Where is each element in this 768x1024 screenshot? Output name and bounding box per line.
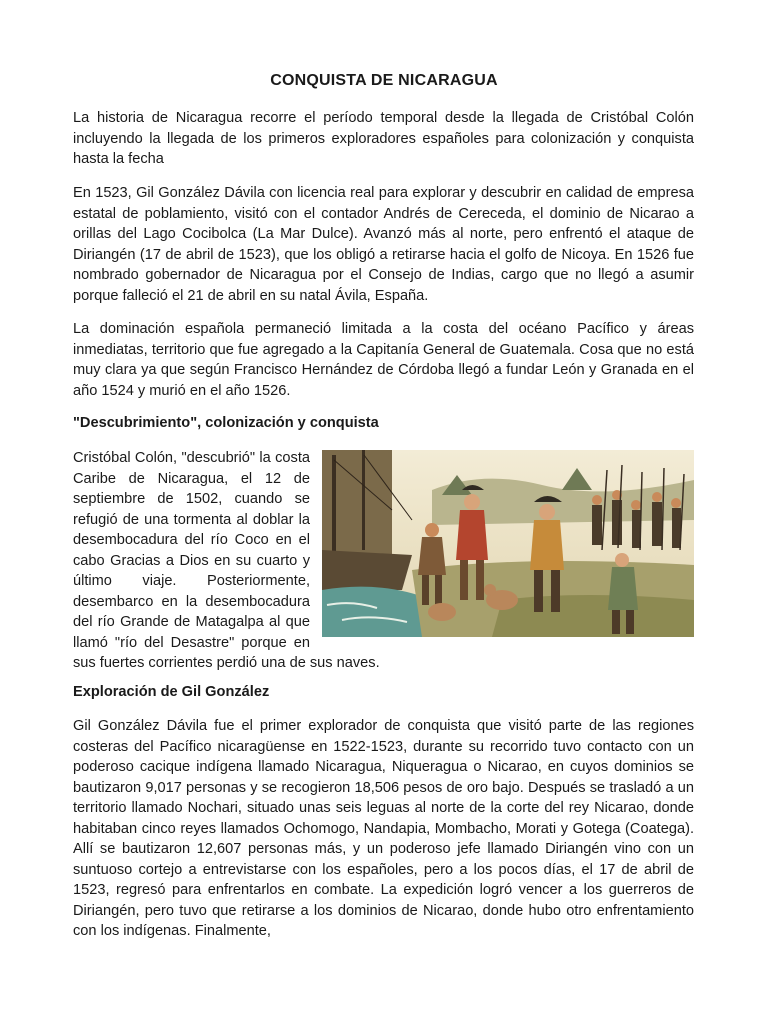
gil-gonzalez-paragraph: En 1523, Gil González Dávila con licencia real para explorar y descubrir en calidad de empresa estatal de poblamiento, visitó con el contador Andrés de Cereceda, el dominio de Nicarao a orillas del Lago Cocibolca (La Mar Dulce). Avanzó más al norte, pero enfrentó el ataque de Diriangén (17 de abril de 1523), que los obligó a retirarse hacia el golfo de Nicoya. En 1526 fue nombrado gobernador de Nicaragua por el Consejo de Indias, cargo que no llegó a asumir porque falleció el 21 de abril en su natal Ávila, España. xyxy=(73,185,694,304)
conquest-engraving-image xyxy=(322,450,694,637)
discovery-paragraph: Cristóbal Colón, "descubrió" la costa Caribe de Nicaragua, el 12 de septiembre de 1502, cuando se refugió de una tormenta al doblar la desembocadura del río Coco en el cabo Gracias a Dios en su cuarto y último viaje. Posteriormente, desembarco en la desembocadura del río Grande de Matagalpa al que llamó "río del Desastre" porque en sus fuertes corrientes perdió una de sus naves. xyxy=(73,450,380,671)
spanish-domination-paragraph: La dominación española permaneció limitada a la costa del océano Pacífico y áreas inmediatas, territorio que fue agregado a la Capitanía General de Guatemala. Cosa que no está muy clara ya que según Francisco Hernández de Córdoba llegó a fundar León y Granada en el año 1524 y murió en el año 1526. xyxy=(73,321,694,399)
page-title: CONQUISTA DE NICARAGUA xyxy=(270,72,498,89)
section-heading-discovery: "Descubrimiento", colonización y conquista xyxy=(73,415,379,431)
intro-paragraph: La historia de Nicaragua recorre el período temporal desde la llegada de Cristóbal Colón incluyendo la llegada de los primeros exploradores españoles para colonización y conquista hasta la fecha xyxy=(73,110,694,167)
discovery-section xyxy=(73,448,694,674)
conquest-illustration xyxy=(322,450,694,637)
section-heading-exploration: Exploración de Gil González xyxy=(73,684,270,700)
exploration-paragraph: Gil González Dávila fue el primer explorador de conquista que visitó parte de las regiones costeras del Pacífico nicaragüense en 1522-1523, durante su recorrido tuvo contacto con un poderoso cacique indígena llamado Nicaragua, Niqueragua o Nicarao, en cuyos dominios se bautizaron 9,017 personas y se recogieron 18,506 pesos de oro bajo. Después se trasladó a un territorio llamado Nochari, situado unas seis leguas al norte de la corte del rey Nicarao, donde habitaban cinco reyes llamados Ochomogo, Nandapia, Mombacho, Morati y Gotega (Coatega). Allí se bautizaron 12,607 personas más, y un poderoso jefe llamado Diriangén vino con un suntuoso cortejo a entrevistarse con los españoles, pero a los pocos días, el 17 de abril de 1523, regresó para enfrentarlos en combate. La expedición logró vencer a los guerreros de Diriangén, pero tuvo que retirarse a los dominios de Nicarao, donde hubo otro enfrentamiento con los indígenas. Finalmente, xyxy=(73,718,694,939)
